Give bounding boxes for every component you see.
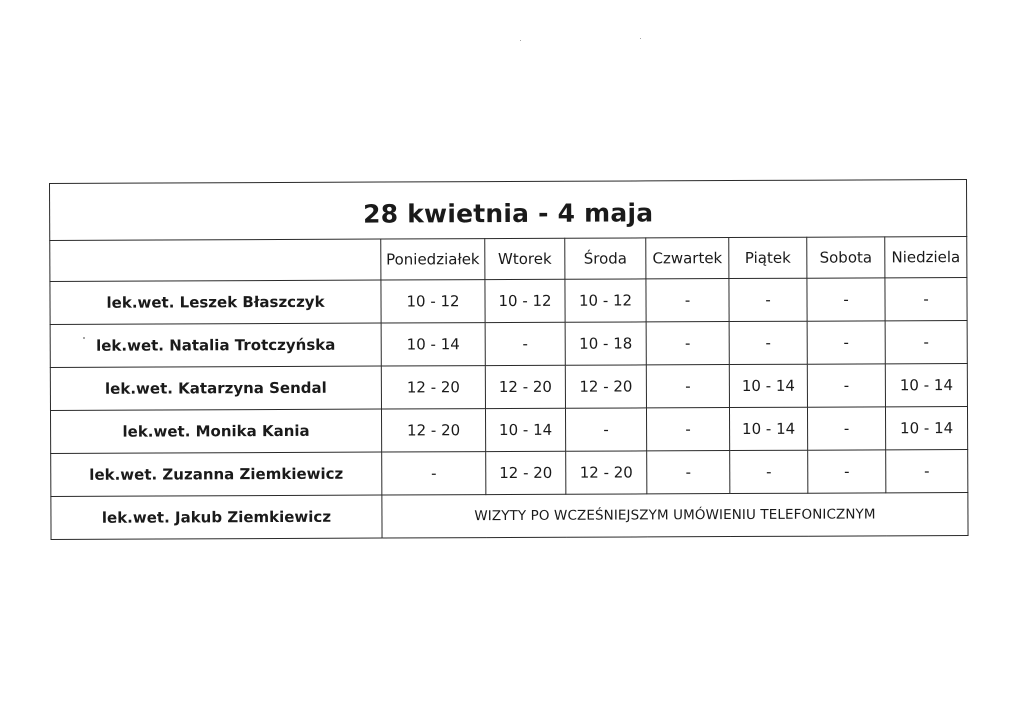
day-header-saturday: Sobota — [807, 237, 885, 278]
days-header-row — [50, 236, 967, 281]
hours-cell: 10 - 14 — [729, 407, 807, 450]
hours-cell: - — [730, 450, 808, 493]
doctor-name: lek.wet. Jakub Ziemkiewicz — [51, 495, 382, 539]
hours-cell: - — [647, 451, 730, 494]
hours-cell: - — [565, 408, 646, 451]
hours-cell: 10 - 14 — [885, 406, 967, 449]
hours-cell: - — [886, 449, 968, 492]
header-blank-cell — [50, 239, 381, 281]
doctor-name: lek.wet. Katarzyna Sendal — [50, 366, 381, 410]
hours-cell: - — [646, 279, 729, 322]
hours-cell: - — [646, 408, 729, 451]
table-row — [50, 406, 967, 453]
doctor-name: lek.wet. Monika Kania — [50, 409, 381, 453]
doctor-name: lek.wet. Zuzanna Ziemkiewicz — [51, 452, 382, 496]
hours-cell: - — [729, 278, 807, 321]
doctor-name: lek.wet. Leszek Błaszczyk — [50, 280, 381, 324]
hours-cell: - — [646, 322, 729, 365]
hours-cell: - — [807, 321, 885, 364]
day-header-friday: Piątek — [729, 237, 807, 278]
hours-cell: 12 - 20 — [381, 409, 485, 452]
day-header-thursday: Czwartek — [646, 238, 729, 279]
table-row — [50, 363, 967, 410]
hours-cell: - — [382, 452, 486, 495]
hours-cell: 12 - 20 — [485, 365, 565, 408]
hours-cell: - — [485, 322, 565, 365]
hours-cell: - — [807, 407, 885, 450]
table-row — [51, 492, 968, 539]
hours-cell: - — [808, 450, 886, 493]
day-header-tuesday: Wtorek — [485, 238, 565, 279]
hours-cell: - — [885, 277, 967, 320]
table-row — [50, 320, 967, 367]
hours-cell: 10 - 14 — [885, 363, 967, 406]
doctor-name: lek.wet. Natalia Trotczyńska — [50, 323, 381, 367]
hours-cell: - — [807, 364, 885, 407]
title-row — [50, 179, 967, 240]
hours-cell: - — [885, 320, 967, 363]
hours-cell: - — [807, 278, 885, 321]
scan-speck — [640, 38, 641, 39]
vet-schedule-table — [49, 179, 969, 540]
table-row — [50, 277, 967, 324]
hours-cell: 10 - 12 — [381, 280, 485, 323]
hours-cell: 10 - 12 — [565, 279, 646, 322]
hours-cell: 10 - 18 — [565, 322, 646, 365]
hours-cell: 10 - 12 — [485, 279, 565, 322]
phone-appointment-note: WIZYTY PO WCZEŚNIEJSZYM UMÓWIENIU TELEFONICZNYM — [382, 492, 968, 538]
hours-cell: 12 - 20 — [486, 451, 566, 494]
scan-speck — [520, 40, 521, 41]
hours-cell: 12 - 20 — [565, 365, 646, 408]
schedule-title: 28 kwietnia - 4 maja — [50, 179, 967, 240]
day-header-sunday: Niedziela — [885, 236, 967, 277]
hours-cell: 12 - 20 — [566, 451, 647, 494]
hours-cell: 10 - 14 — [485, 408, 565, 451]
table-row — [51, 449, 968, 496]
day-header-wednesday: Środa — [565, 238, 646, 279]
day-header-monday: Poniedziałek — [381, 239, 485, 280]
hours-cell: - — [729, 321, 807, 364]
hours-cell: 10 - 14 — [381, 323, 485, 366]
hours-cell: - — [646, 365, 729, 408]
hours-cell: 10 - 14 — [729, 364, 807, 407]
hours-cell: 12 - 20 — [381, 366, 485, 409]
